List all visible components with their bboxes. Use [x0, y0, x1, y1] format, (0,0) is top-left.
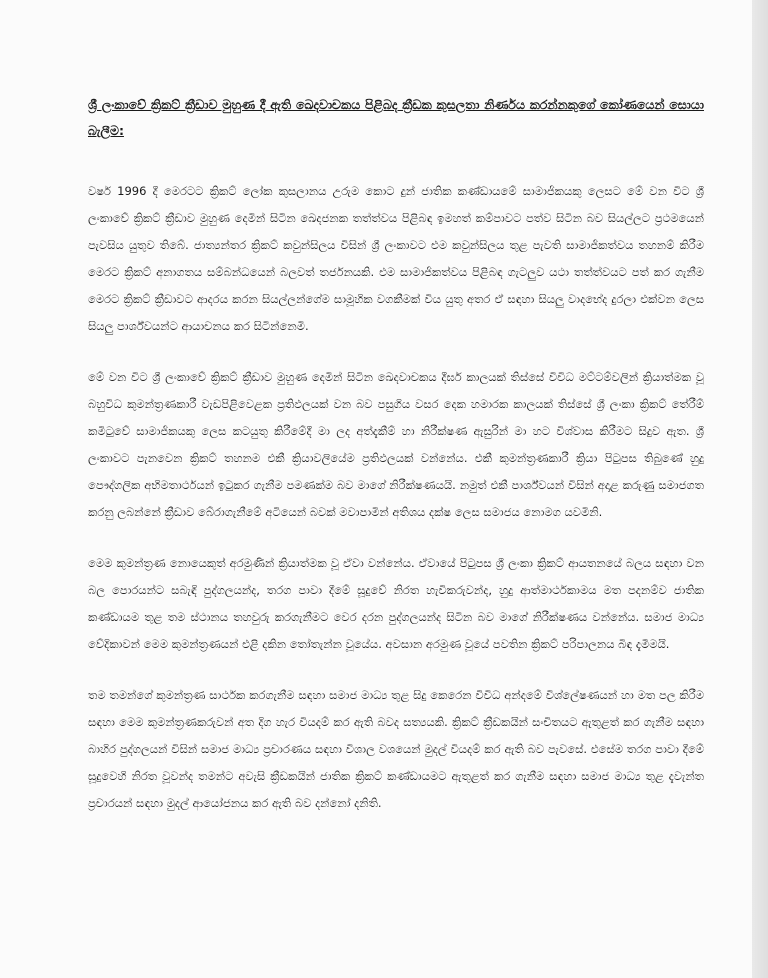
paragraph-4: තම තමන්ගේ කුමන්ත්‍රණ සාර්ථක කරගැනීම සඳහා සමාජ මාධ්‍ය තුළ සිදු කෙරෙන විවිධ අන්දමේ විශ්ලේෂණයන් හා මත පල කිරීම සඳහා මෙම කුමන්ත්‍රණකරුවන් අත දිග හැර වියදම් කර ඇති බවද සත්‍යයකි. ක්‍රිකට් ක්‍රීඩකයින් සංචිතයට ඇතුළත් කර ගැනීම සඳහා බාහිර පුද්ගලයන් විසින් සමාජ මාධ්‍ය ප්‍රචාරණය සඳහා විශාල වශයෙන් මුදල් වියදම් කර ඇති බව පැවසේ. එසේම තරග පාවා දීමේ සූදුවෙහි නිරත වූවන්ද තමන්ට අවැසි ක්‍රීඩකයින් ජාතික ක්‍රිකට් කණ්ඩායමට ඇතුළත් කර ගැනීම සඳහා සමාජ මාධ්‍ය තුළ දැවැන්ත ප්‍රචාරයන් සඳහා මුදල් ආයෝජනය කර ඇති බව දන්නෝ දනිති.	[88, 688, 704, 810]
paragraph-3: මෙම කුමන්ත්‍රණ නොයෙකුත් අරමුණින් ක්‍රියාත්මක වූ ඒවා වන්නේය. ඒවායේ පිටුපස ශ්‍රී ලංකා ක්‍රිකට් ආයතනයේ බලය සඳහා වන බල පොරයන්ට සබැඳි පුද්ගලයන්ද, තරග පාවා දීමේ සූදුවේ නිරත හැවිකරුවන්ද, හුදු ආත්මාර්ථකාමය මත පදනම්ව ජාතික කණ්ඩායම තුළ තම ස්ථානය තහවුරු කරගැනීමට වෙර දරන පුද්ගලයන්ද සිටින බව මාගේ නිරීක්ෂණය වන්නේය. සමාජ මාධ්‍ය වේදිකාවන් මෙම කුමන්ත්‍රණයන් එළි දකින තෝතැන්න වූයේය. අවසාන අරමුණ වූයේ පවතින ක්‍රිකට් පරිපාලනය බිඳ දැමීමයි.	[88, 556, 704, 651]
document-title: ශ්‍රී ලංකාවේ ක්‍රිකට් ක්‍රීඩාව මුහුණ දී ඇති ඛෙදවාචකය පිළිබද ක්‍රීඩක කුසලතා නිර්ණය කරන්නකුගේ කෝණයෙන් සොයා බැලීම:	[88, 97, 704, 138]
page-edge-shadow	[752, 0, 768, 978]
paragraph-2: මේ වන විට ශ්‍රී ලංකාවේ ක්‍රිකට් ක්‍රීඩාව මුහුණ දෙමින් සිටින ඛෙදවාචකය දීර්ඝ කාලයක් තිස්සේ විවිධ මට්ටම්වලින් ක්‍රියාත්මක වූ බහුවිධ කුමන්ත්‍රණකාරී වැඩපිළිවෙළක ප්‍රතිඵලයක් වන බව පසුගිය වසර දෙක හමාරක කාලයක් තිස්සේ ශ්‍රී ලංකා ක්‍රිකට් තේරීම් කමිටුවේ සාමාජිකයකු ලෙස කටයුතු කිරීමේදී මා ලද අත්දැකීම් හා නිරීක්ෂණ ඇසුරින් මා හට විශ්වාස කිරීමට සිදුව ඇත. ශ්‍රී ලංකාවට පැනවෙන ක්‍රිකට් තහනම එකී ක්‍රියාවලියේම ප්‍රතිඵලයක් වන්නේය. එකී කුමන්ත්‍රණකාරී ක්‍රියා පිටුපස තිබුණේ හුදු පෞද්ගලික අභිමතාර්ථයන් ඉටුකර ගැනීම පමණක්ම බව මාගේ නිරීක්ෂණයයි. නමුත් එකී පාර්ශ්වයන් විසින් අදාළ කරුණු සමාජගත කරනු ලබන්නේ ක්‍රීඩාව බේරාගැනීමේ අටියෙන් බවක් මවාපාමින් අතිශය දක්ෂ ලෙස සමාජය නොමග යවමිනි.	[88, 370, 704, 519]
paragraph-1: වර්ෂ 1996 දී මෙරටට ක්‍රිකට් ලෝක කුසලානය උරුම කොට දුන් ජාතික කණ්ඩායමේ සාමාජිකයකු ලෙසට මේ වන විට ශ්‍රී ලංකාවේ ක්‍රිකට් ක්‍රීඩාව මුහුණ දෙමින් සිටින ඛෙදජනක තත්ත්වය පිළිබඳ ඉමහත් කම්පාවට පත්ව සිටින බව සියල්ලට ප්‍රථමයෙන් පැවසිය යුතුව තිබේ. ජාත්‍යන්තර ක්‍රිකට් කවුන්සිලය විසින් ශ්‍රී ලංකාවට එම කවුන්සිලය තුළ පැවති සාමාජිකත්වය තහනම් කිරීම මෙරට ක්‍රිකට් අනාගතය සම්බන්ධයෙන් බලවත් තර්ජනයකි. එම සාමාජිකත්වය පිළිබඳ ගැටලුව යථා තත්ත්වයට පත් කර ගැනීම මෙරට ක්‍රිකට් ක්‍රීඩාවට ආදරය කරන සියල්ලන්ගේම සාමූහික වගකීමක් විය යුතු අතර ඒ සඳහා සියලු වාදභේද දුරලා එක්වන ලෙස සියලු පාර්ශ්වයන්ට ආයාචනය කර සිටින්නෙමි.	[88, 184, 704, 333]
document-body	[88, 92, 704, 841]
